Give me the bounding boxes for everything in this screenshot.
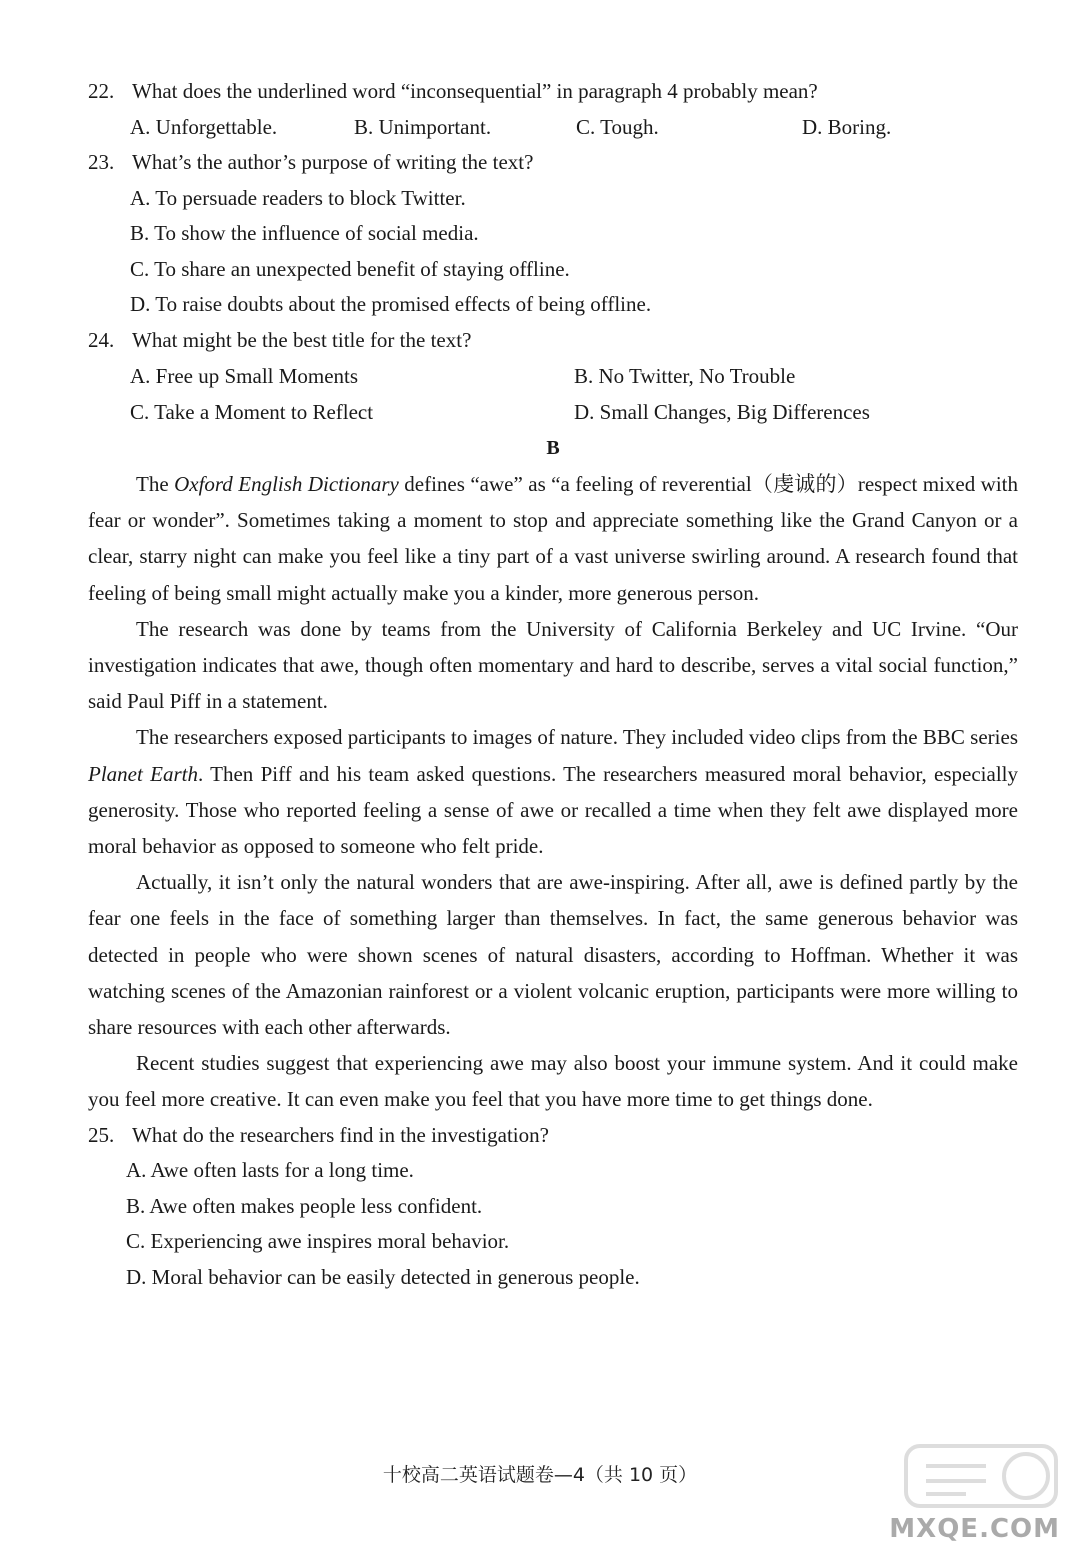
question-number: 23. [88,150,115,174]
question-number: 24. [88,327,115,352]
question-23 [88,145,1018,181]
page-footer: 十校高二英语试题卷—4（共 10 页） [382,1464,698,1486]
passage-paragraph-5: Recent studies suggest that experiencing awe may also boost your immune system. And it could make you feel more creative. It can even make you feel that you have more time to get things done. [88,1051,1018,1112]
option-b: B. To show the influence of social media. [130,221,479,245]
option-a: A. Unforgettable. [130,114,278,139]
option-c: C. To share an unexpected benefit of staying offline. [130,256,570,281]
question-stem: What do the researchers find in the investigation? [132,1122,549,1147]
option-a: A. Awe often lasts for a long time. [126,1158,414,1183]
paragraph-text: The researchers exposed participants to images of nature. They included video clips from the BBC series [136,725,1018,750]
question-stem: What might be the best title for the text? [132,327,472,352]
passage-paragraph-3 [88,719,1018,864]
option-d: D. Moral behavior can be easily detected in generous people. [126,1264,640,1289]
option-c: C. Take a Moment to Reflect [130,400,374,424]
question-number: 22. [88,79,115,103]
passage-paragraph-2: The research was done by teams from the University of California Berkeley and UC Irvine. “Our investigation indicates that awe, though often momentary and hard to describe, serves a vital social function,” said Paul Piff in a statement. [88,616,1018,714]
paragraph-text: . Then Piff and his team asked questions. The researchers measured moral behavior, especially generosity. Those who reported feeling a sense of awe or recalled a time when they felt awe displayed more moral behavior as opposed to someone who felt pride. [88,761,1018,859]
paragraph-text: defines “awe” as “a feeling of reverential（虔诚的）respect mixed with fear or wonder”. Sometimes taking a moment to stop and appreciate something like the Grand Canyon or a clear, starry night can make you feel like a tiny part of a vast universe swirling around. A research found that feeling of being small might actually make you a kinder, more generous person. [88,472,1018,605]
question-22-options [88,110,1018,146]
option-c: C. Experiencing awe inspires moral behavior. [126,1229,510,1254]
option-a: A. Free up Small Moments [130,364,359,388]
question-stem: What’s the author’s purpose of writing the text? [132,150,534,174]
passage-paragraph-4: Actually, it isn’t only the natural wonders that are awe-inspiring. After all, awe is defined partly by the fear one feels in the face of something larger than themselves. In fact, the same generous behavior was detected in people who were shown scenes of natural disasters, according to Hoffman. Whether it was watching scenes of the Amazonian rainforest or a violent volcanic eruption, participants were more willing to share resources with each other afterwards. [88,870,1018,1040]
question-24-options-row2 [88,394,1018,430]
option-d: D. To raise doubts about the promised effects of being offline. [130,292,652,316]
option-d: D. Boring. [802,114,892,139]
question-25 [88,1118,1018,1154]
watermark-text: MXQE.COM [889,1514,1060,1544]
option-b: B. Awe often makes people less confident. [126,1193,483,1218]
series-title: Planet Earth [88,761,198,786]
option-b: B. Unimportant. [354,114,492,139]
question-22 [88,74,1018,110]
question-24-options-row1 [88,358,1018,394]
option-a: A. To persuade readers to block Twitter. [130,185,466,210]
option-c: C. Tough. [576,114,659,139]
exam-page [88,74,1018,1295]
option-d: D. Small Changes, Big Differences [574,400,870,424]
question-number: 25. [88,1122,115,1147]
passage-paragraph-1 [88,466,1018,611]
paragraph-text: The [136,472,175,496]
question-stem: What does the underlined word “inconsequential” in paragraph 4 probably mean? [132,79,818,103]
option-b: B. No Twitter, No Trouble [574,364,796,388]
dictionary-title: Oxford English Dictionary [174,472,399,496]
question-24 [88,323,1018,359]
section-heading: B [546,437,560,459]
